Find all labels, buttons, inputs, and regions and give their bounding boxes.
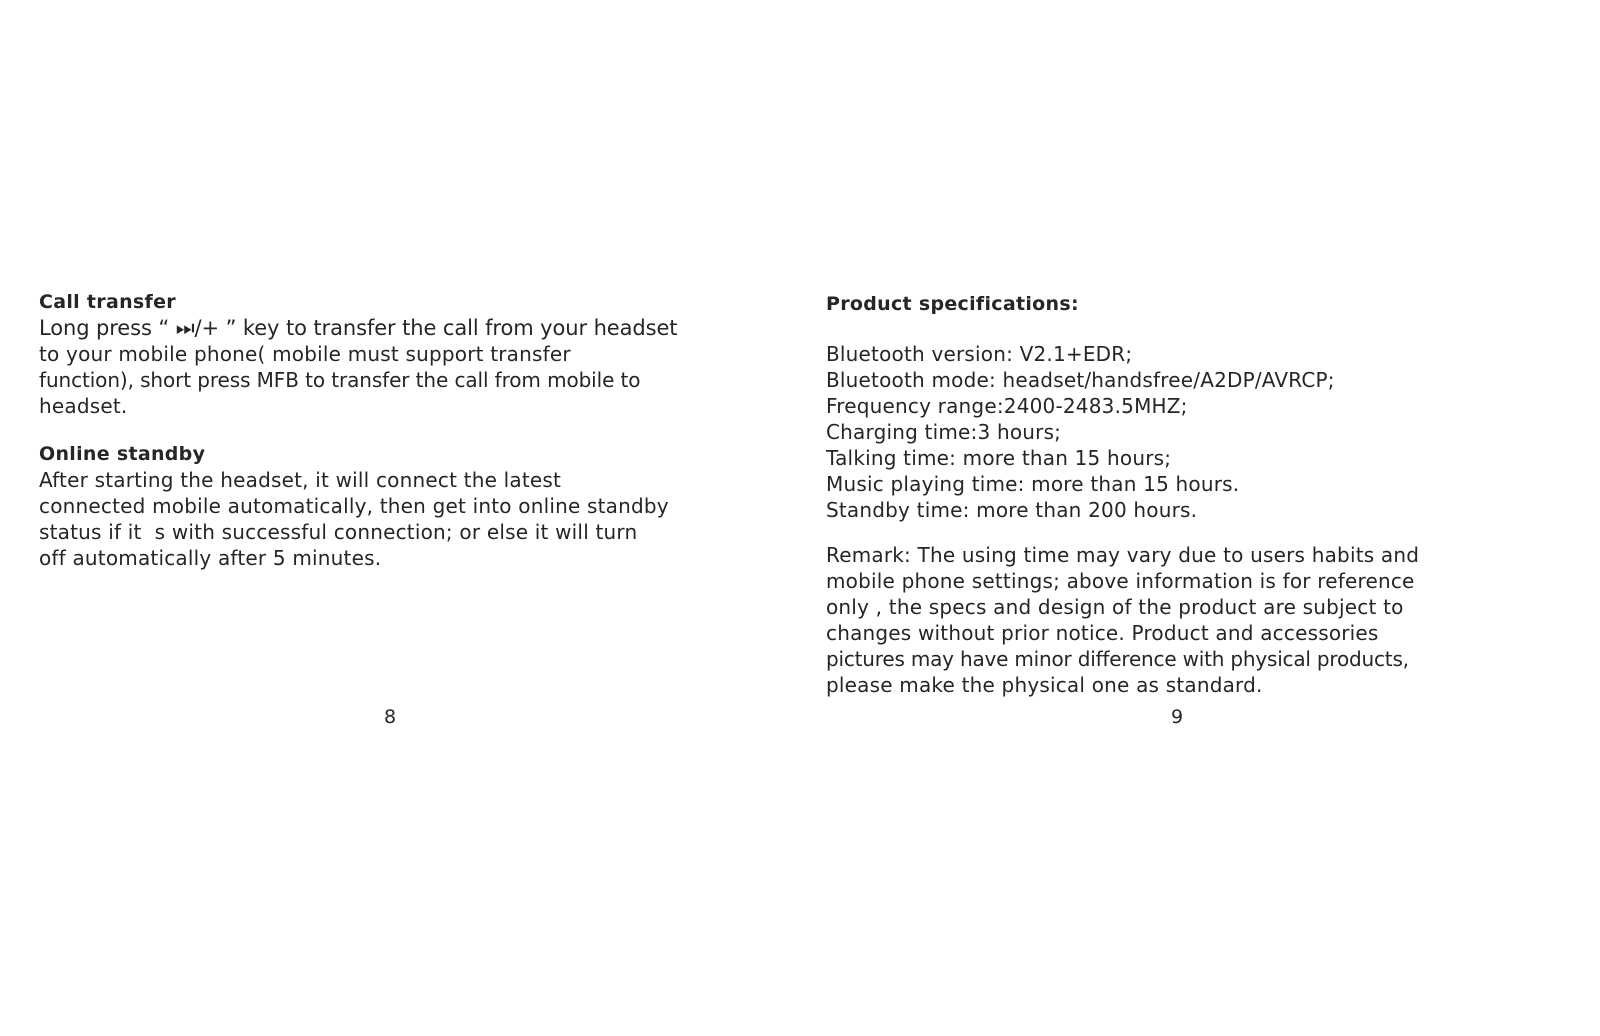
online-standby-line-2: connected mobile automatically, then get into online standby xyxy=(39,494,669,518)
page-number-right: 9 xyxy=(1170,706,1184,728)
remark-line-1: Remark: The using time may vary due to users habits and xyxy=(826,543,1420,567)
spec-bluetooth-version: Bluetooth version: V2.1+EDR; xyxy=(826,342,1133,366)
online-standby-line-4: off automatically after 5 minutes. xyxy=(39,546,382,570)
call-transfer-line-1: Long press “ ⏭/+ ” key to transfer the call from your headset xyxy=(39,316,678,340)
specifications-section xyxy=(826,291,1566,523)
right-page xyxy=(800,0,1600,1036)
remark-line-4: changes without prior notice. Product and accessories xyxy=(826,621,1379,645)
remark-line-5: pictures may have minor difference with physical products, xyxy=(826,647,1409,671)
specifications-heading: Product specifications: xyxy=(826,293,1079,315)
remark-line-6: please make the physical one as standard. xyxy=(826,673,1263,697)
call-transfer-line-4: headset. xyxy=(39,394,128,418)
spec-charging-time: Charging time:3 hours; xyxy=(826,420,1062,444)
online-standby-section xyxy=(39,441,779,571)
call-transfer-heading: Call transfer xyxy=(39,291,176,313)
spec-music-playing-time: Music playing time: more than 15 hours. xyxy=(826,472,1240,496)
online-standby-heading: Online standby xyxy=(39,443,206,465)
page-number-left: 8 xyxy=(383,706,397,728)
online-standby-line-1: After starting the headset, it will connect the latest xyxy=(39,468,562,492)
spec-frequency-range: Frequency range:2400-2483.5MHZ; xyxy=(826,394,1188,418)
remark-section xyxy=(826,542,1586,698)
call-transfer-line-3: function), short press MFB to transfer the call from mobile to xyxy=(39,368,641,392)
spec-bluetooth-mode: Bluetooth mode: headset/handsfree/A2DP/AVRCP; xyxy=(826,368,1335,392)
call-transfer-section xyxy=(39,289,779,419)
online-standby-line-3: status if it s with successful connection; or else it will turn xyxy=(39,520,638,544)
remark-line-2: mobile phone settings; above information is for reference xyxy=(826,569,1415,593)
call-transfer-line-2: to your mobile phone( mobile must support transfer xyxy=(39,342,571,366)
spec-standby-time: Standby time: more than 200 hours. xyxy=(826,498,1198,522)
spec-talking-time: Talking time: more than 15 hours; xyxy=(826,446,1172,470)
remark-line-3: only , the specs and design of the product are subject to xyxy=(826,595,1404,619)
